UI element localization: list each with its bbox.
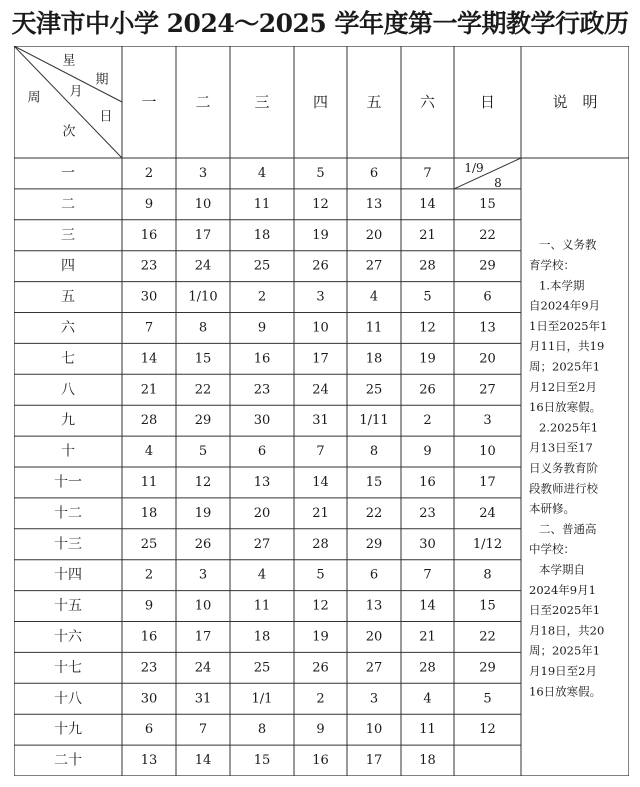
date-cell: 4	[257, 567, 267, 583]
date-cell: 30	[419, 536, 436, 552]
date-cell: 11	[253, 196, 271, 212]
date-cell: 16	[419, 474, 436, 490]
date-cell: 4	[369, 289, 379, 305]
remarks-line: 本学期自	[539, 562, 585, 577]
date-cell: 22	[479, 629, 496, 645]
week-number: 五	[61, 289, 75, 306]
date-cell: 4	[144, 444, 154, 460]
corner-label-star: 星	[62, 53, 76, 69]
weekday-header: 一	[141, 93, 157, 111]
date-cell: 20	[365, 629, 383, 645]
date-cell: 12	[194, 474, 212, 490]
date-cell: 19	[194, 505, 212, 521]
date-cell: 4	[257, 165, 267, 181]
date-cell: 28	[419, 660, 436, 676]
date-cell: 5	[198, 444, 208, 460]
date-cell: 18	[253, 227, 271, 243]
date-cell: 30	[140, 289, 158, 305]
date-cell: 27	[253, 536, 271, 552]
date-cell: 9	[144, 598, 154, 614]
date-cell: 26	[312, 660, 329, 676]
date-cell: 1/1	[251, 691, 273, 707]
remarks-line: 月19日至2月	[529, 664, 597, 678]
week-number: 十七	[54, 659, 82, 676]
week-number: 十六	[54, 628, 82, 645]
date-cell: 29	[194, 413, 212, 429]
remarks-line: 月18日，共20	[529, 623, 605, 638]
date-cell: 17	[194, 227, 212, 243]
week-number: 一	[61, 165, 75, 182]
week-number: 十四	[54, 567, 82, 584]
remarks-line: 日义务教育阶	[529, 461, 598, 475]
week-number: 十八	[54, 690, 82, 707]
remarks-line: 月11日，共19	[529, 339, 605, 354]
date-cell: 12	[479, 722, 496, 738]
remarks-line: 16日放寒假。	[529, 400, 602, 415]
week-number: 二十	[54, 752, 82, 769]
remarks-line: 1.本学期	[539, 278, 585, 293]
date-cell: 21	[312, 505, 329, 521]
date-cell: 5	[316, 567, 325, 583]
remarks-header: 说 明	[552, 93, 598, 111]
week-number: 三	[61, 227, 75, 244]
week-number: 八	[61, 381, 75, 398]
date-cell: 19	[312, 629, 329, 645]
date-cell: 13	[253, 474, 271, 490]
week-number: 十九	[54, 721, 82, 738]
date-cell: 22	[479, 227, 496, 243]
date-cell: 1/10	[188, 289, 218, 305]
date-cell: 2	[423, 413, 432, 429]
remarks-line: 自2024年9月	[529, 298, 601, 313]
remarks-line: 2.2025年1	[539, 420, 599, 435]
date-cell: 16	[140, 227, 158, 243]
date-cell: 10	[194, 598, 212, 614]
date-cell: 6	[257, 444, 267, 460]
date-cell: 9	[257, 320, 267, 336]
date-cell: 31	[194, 691, 212, 707]
date-cell: 5	[483, 691, 492, 707]
date-cell: 3	[316, 289, 325, 305]
date-cell: 11	[365, 320, 383, 336]
date-cell: 7	[144, 320, 154, 336]
date-cell: 14	[312, 474, 329, 490]
date-cell: 20	[365, 227, 383, 243]
date-cell: 25	[365, 382, 383, 398]
remarks-line: 周；2025年1	[529, 359, 601, 374]
remarks-line: 16日放寒假。	[529, 684, 602, 699]
week-number: 十一	[54, 474, 82, 491]
date-cell: 23	[419, 505, 436, 521]
date-cell: 18	[253, 629, 271, 645]
date-cell: 14	[194, 753, 212, 769]
date-cell: 2	[144, 567, 154, 583]
date-cell: 9	[423, 444, 432, 460]
week-number: 七	[61, 350, 75, 367]
remarks-line: 月12日至2月	[529, 379, 597, 394]
weekday-header: 四	[312, 93, 329, 111]
date-cell: 27	[365, 660, 383, 676]
week-number: 六	[61, 319, 75, 336]
corner-label-order: 次	[62, 124, 76, 140]
date-cell: 13	[140, 753, 158, 769]
date-cell: 3	[198, 165, 208, 181]
date-cell: 30	[140, 691, 158, 707]
date-cell: 19	[312, 227, 329, 243]
date-cell: 24	[194, 660, 212, 676]
date-cell: 9	[144, 196, 154, 212]
date-cell: 20	[253, 505, 271, 521]
date-cell: 3	[198, 567, 208, 583]
date-cell: 24	[312, 382, 329, 398]
week-number: 二	[61, 196, 75, 213]
date-cell: 18	[419, 753, 436, 769]
date-cell: 7	[423, 567, 432, 583]
date-cell: 26	[194, 536, 212, 552]
remarks-line: 育学校：	[529, 258, 575, 272]
weekday-header: 六	[419, 93, 436, 111]
date-cell: 21	[419, 227, 436, 243]
date-cell: 2	[257, 289, 267, 305]
week-number: 十	[61, 443, 75, 460]
date-cell: 6	[369, 165, 379, 181]
date-cell: 21	[140, 382, 158, 398]
date-cell: 20	[479, 351, 496, 367]
date-cell: 12	[419, 320, 436, 336]
remarks-line: 2024年9月1	[529, 582, 596, 597]
date-cell: 11	[419, 722, 436, 738]
date-cell: 2	[144, 165, 154, 181]
date-cell: 28	[140, 413, 158, 429]
date-cell: 8	[369, 444, 379, 460]
corner-label-month: 月	[69, 84, 83, 100]
date-cell: 23	[140, 660, 158, 676]
remarks-line: 1日至2025年1	[529, 318, 608, 333]
date-cell: 14	[419, 598, 436, 614]
date-cell: 11	[140, 474, 158, 490]
date-cell: 24	[194, 258, 212, 274]
remarks-line: 一、义务教	[539, 237, 597, 252]
date-cell: 17	[312, 351, 329, 367]
remarks-line: 日至2025年1	[529, 603, 601, 618]
week-number: 九	[61, 412, 75, 429]
date-cell: 19	[419, 351, 436, 367]
remarks-line: 月13日至17	[529, 440, 593, 455]
date-cell: 16	[312, 753, 329, 769]
remarks-line: 中学校：	[529, 542, 575, 557]
calendar-table	[14, 46, 629, 776]
date-cell: 6	[483, 289, 492, 305]
date-cell: 13	[479, 320, 496, 336]
date-cell: 14	[419, 196, 436, 212]
date-cell: 7	[198, 722, 208, 738]
date-cell: 10	[312, 320, 329, 336]
date-cell: 8	[198, 320, 208, 336]
date-cell: 15	[253, 753, 271, 769]
date-cell: 29	[479, 258, 496, 274]
date-cell: 17	[365, 753, 383, 769]
date-cell: 17	[194, 629, 212, 645]
weekday-header: 五	[366, 93, 382, 111]
date-cell: 23	[140, 258, 158, 274]
date-cell: 22	[194, 382, 212, 398]
date-cell: 25	[253, 258, 271, 274]
table-cells	[27, 54, 607, 769]
date-cell: 2	[316, 691, 325, 707]
date-cell: 16	[253, 351, 271, 367]
date-cell: 25	[140, 536, 158, 552]
date-cell: 15	[479, 196, 496, 212]
date-cell: 13	[365, 598, 383, 614]
date-cell: 6	[369, 567, 379, 583]
date-cell: 3	[369, 691, 379, 707]
date-cell: 25	[253, 660, 271, 676]
week-number: 十三	[54, 536, 82, 553]
date-cell: 29	[365, 536, 383, 552]
remarks-line: 本研修。	[529, 501, 575, 516]
remarks-line: 二、普通高	[539, 521, 597, 536]
date-cell: 28	[312, 536, 329, 552]
page-title: 天津市中小学 2024～2025 学年度第一学期教学行政历	[11, 9, 629, 38]
date-cell: 12	[312, 598, 329, 614]
date-cell: 6	[144, 722, 154, 738]
date-cell: 22	[365, 505, 383, 521]
date-cell: 31	[312, 413, 329, 429]
date-cell: 18	[365, 351, 383, 367]
date-cell-split-bottom: 8	[494, 176, 502, 190]
date-cell: 27	[365, 258, 383, 274]
date-cell: 7	[316, 444, 325, 460]
date-cell: 7	[423, 165, 432, 181]
remarks-line: 周；2025年1	[529, 643, 601, 658]
date-cell: 8	[483, 567, 492, 583]
date-cell: 21	[419, 629, 436, 645]
week-number: 十二	[54, 505, 82, 522]
date-cell: 8	[257, 722, 267, 738]
date-cell: 5	[316, 165, 325, 181]
date-cell: 24	[479, 505, 496, 521]
weekday-header: 二	[195, 93, 211, 111]
week-number: 十五	[54, 598, 82, 615]
date-cell: 16	[140, 629, 158, 645]
date-cell: 10	[479, 444, 496, 460]
date-cell: 9	[316, 722, 325, 738]
week-number: 四	[61, 258, 75, 275]
remarks-line: 段教师进行校	[529, 481, 598, 496]
date-cell: 26	[419, 382, 436, 398]
corner-label-period: 期	[95, 72, 109, 88]
date-cell: 15	[479, 598, 496, 614]
weekday-header: 三	[254, 93, 270, 111]
date-cell: 4	[423, 691, 432, 707]
date-cell: 30	[253, 413, 271, 429]
date-cell: 14	[140, 351, 158, 367]
weekday-header: 日	[479, 93, 496, 111]
date-cell-split-top: 1/9	[464, 161, 484, 175]
date-cell: 15	[194, 351, 212, 367]
date-cell: 1/11	[359, 413, 389, 429]
date-cell: 5	[423, 289, 432, 305]
date-cell: 27	[479, 382, 496, 398]
date-cell: 10	[365, 722, 383, 738]
date-cell: 1/12	[472, 536, 503, 552]
date-cell: 12	[312, 196, 329, 212]
corner-label-week: 周	[27, 90, 41, 106]
date-cell: 26	[312, 258, 329, 274]
date-cell: 11	[253, 598, 271, 614]
date-cell: 28	[419, 258, 436, 274]
date-cell: 15	[365, 474, 383, 490]
date-cell: 18	[140, 505, 158, 521]
date-cell: 13	[365, 196, 383, 212]
date-cell: 23	[253, 382, 271, 398]
corner-label-day: 日	[99, 109, 113, 125]
date-cell: 29	[479, 660, 496, 676]
date-cell: 10	[194, 196, 212, 212]
date-cell: 3	[483, 413, 492, 429]
date-cell: 17	[479, 474, 496, 490]
